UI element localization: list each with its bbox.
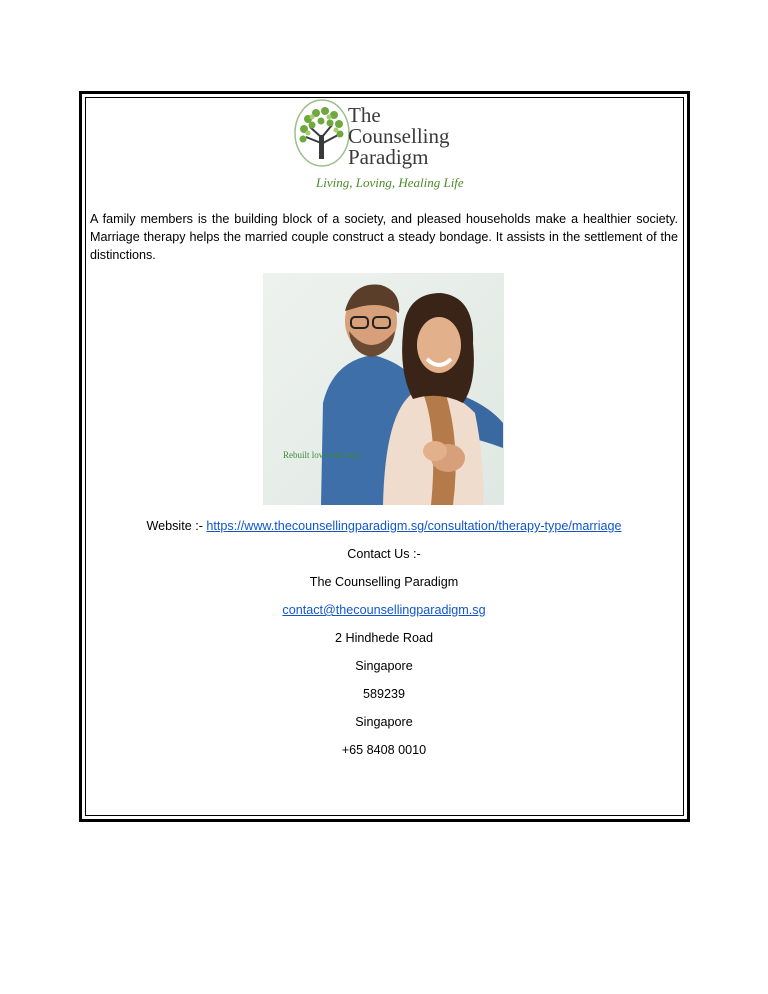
company-name: The Counselling Paradigm [309, 575, 459, 589]
couple-photo [263, 273, 504, 505]
postal-code-line: 589239 [362, 687, 406, 701]
website-line [90, 518, 678, 534]
phone-line: +65 8408 0010 [341, 743, 427, 757]
email-line [90, 602, 678, 618]
logo-line-2: Counselling [348, 124, 450, 148]
logo-tagline: Living, Loving, Healing Life [316, 175, 464, 190]
city-line: Singapore [355, 659, 413, 673]
logo-line-1: The [348, 103, 381, 127]
address-line: 2 Hindhede Road [334, 631, 434, 645]
website-link[interactable]: https://www.thecounsellingparadigm.sg/consultation/therapy-type/marriage [206, 519, 622, 533]
country-line: Singapore [355, 715, 413, 729]
tree-icon [292, 97, 352, 167]
website-label: Website :- [146, 519, 207, 533]
logo-line-3: Paradigm [348, 145, 429, 169]
photo-caption: Rebuilt love and trust [283, 450, 361, 460]
intro-paragraph: A family members is the building block of a society, and pleased households make a healthier society. Marriage therapy helps the married couple construct a steady bondage. It assists in the settlement of the distinctions. [90, 212, 678, 262]
contact-heading: Contact Us :- [347, 547, 421, 561]
company-logo [292, 97, 480, 195]
couple-illustration [263, 273, 504, 505]
logo-wordmark [348, 105, 450, 168]
email-link[interactable]: contact@thecounsellingparadigm.sg [282, 603, 486, 617]
